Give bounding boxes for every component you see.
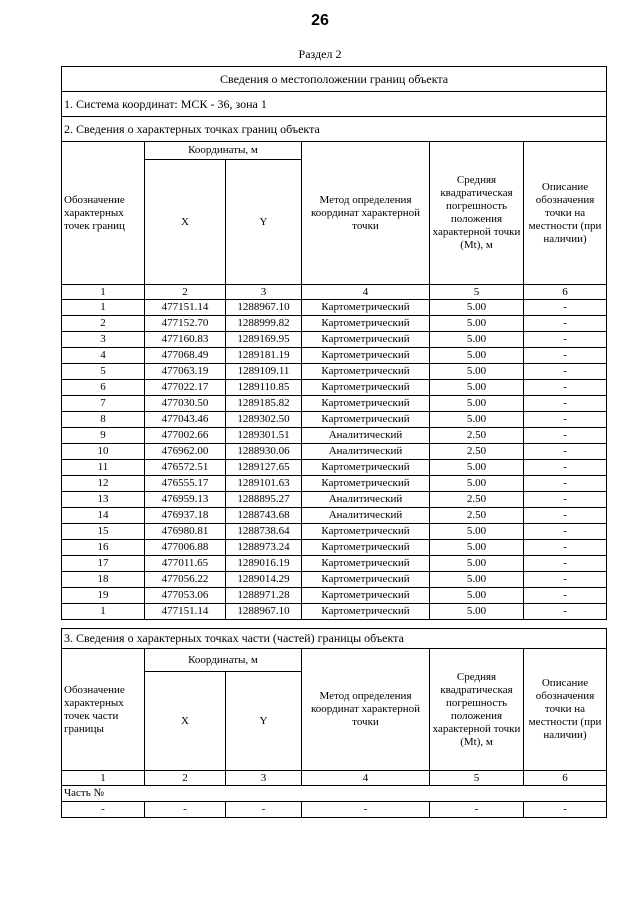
point-description: -	[524, 604, 607, 620]
point-number: 13	[62, 492, 145, 508]
point-error: 5.00	[430, 316, 524, 332]
header-y: Y	[226, 672, 302, 771]
point-x: 477011.65	[145, 556, 226, 572]
point-description: -	[524, 444, 607, 460]
point-method: Картометрический	[302, 364, 430, 380]
page-number: 26	[311, 12, 329, 29]
table-row	[62, 476, 607, 492]
section3-title: 3. Сведения о характерных точках части (частей) границы объекта	[62, 629, 607, 649]
point-description: -	[524, 396, 607, 412]
point-description: -	[524, 540, 607, 556]
column-number: 1	[62, 771, 145, 786]
column-number: 5	[430, 771, 524, 786]
point-x: 477160.83	[145, 332, 226, 348]
table-row	[62, 380, 607, 396]
point-error: 5.00	[430, 300, 524, 316]
point-number: 6	[62, 380, 145, 396]
point-method: Аналитический	[302, 508, 430, 524]
point-error: 2.50	[430, 508, 524, 524]
point-description: -	[524, 364, 607, 380]
point-description: -	[524, 492, 607, 508]
point-error: 5.00	[430, 572, 524, 588]
point-number: 3	[62, 332, 145, 348]
table-row	[62, 316, 607, 332]
point-description: -	[524, 556, 607, 572]
point-error: 2.50	[430, 428, 524, 444]
empty-cell: -	[62, 802, 145, 818]
point-y: 1289110.85	[226, 380, 302, 396]
point-x: 477152.70	[145, 316, 226, 332]
empty-cell: -	[524, 802, 607, 818]
point-x: 477002.66	[145, 428, 226, 444]
point-description: -	[524, 332, 607, 348]
point-error: 5.00	[430, 556, 524, 572]
point-error: 2.50	[430, 444, 524, 460]
point-method: Картометрический	[302, 460, 430, 476]
header-error: Средняя квадратическая погрешность положения характерной точки (Mt), м	[430, 142, 524, 285]
point-method: Картометрический	[302, 380, 430, 396]
point-number: 4	[62, 348, 145, 364]
point-description: -	[524, 572, 607, 588]
column-number: 2	[145, 285, 226, 300]
coordinate-system: 1. Система координат: МСК - 36, зона 1	[62, 92, 607, 117]
point-x: 476959.13	[145, 492, 226, 508]
column-number: 4	[302, 285, 430, 300]
point-y: 1289127.65	[226, 460, 302, 476]
point-y: 1289014.29	[226, 572, 302, 588]
header-method: Метод определения координат характерной точки	[302, 649, 430, 771]
column-number: 1	[62, 285, 145, 300]
column-number: 3	[226, 771, 302, 786]
header-coordinates: Координаты, м	[145, 649, 302, 672]
table-row	[62, 396, 607, 412]
table-row	[62, 524, 607, 540]
point-error: 5.00	[430, 396, 524, 412]
point-method: Картометрический	[302, 604, 430, 620]
column-number: 6	[524, 285, 607, 300]
point-number: 16	[62, 540, 145, 556]
part-label: Часть №	[62, 786, 607, 802]
table-row	[62, 300, 607, 316]
point-method: Картометрический	[302, 332, 430, 348]
table-row	[62, 492, 607, 508]
point-description: -	[524, 316, 607, 332]
point-x: 477053.06	[145, 588, 226, 604]
table-row	[62, 364, 607, 380]
point-method: Картометрический	[302, 588, 430, 604]
point-method: Картометрический	[302, 412, 430, 428]
point-number: 12	[62, 476, 145, 492]
point-description: -	[524, 428, 607, 444]
point-y: 1288743.68	[226, 508, 302, 524]
column-number: 4	[302, 771, 430, 786]
point-y: 1289016.19	[226, 556, 302, 572]
point-method: Картометрический	[302, 476, 430, 492]
empty-cell: -	[430, 802, 524, 818]
point-x: 477151.14	[145, 604, 226, 620]
header-coordinates: Координаты, м	[145, 142, 302, 160]
point-x: 476962.00	[145, 444, 226, 460]
point-x: 477151.14	[145, 300, 226, 316]
point-number: 10	[62, 444, 145, 460]
table-row	[62, 588, 607, 604]
point-description: -	[524, 508, 607, 524]
point-number: 15	[62, 524, 145, 540]
point-error: 2.50	[430, 492, 524, 508]
table-row	[62, 572, 607, 588]
empty-cell: -	[226, 802, 302, 818]
point-number: 7	[62, 396, 145, 412]
table-row	[62, 540, 607, 556]
header-designation: Обозначение характерных точек границ	[62, 142, 145, 285]
point-error: 5.00	[430, 524, 524, 540]
point-y: 1289169.95	[226, 332, 302, 348]
point-method: Аналитический	[302, 444, 430, 460]
section2-title: 2. Сведения о характерных точках границ объекта	[62, 117, 607, 142]
point-x: 476572.51	[145, 460, 226, 476]
point-y: 1288930.06	[226, 444, 302, 460]
header-description: Описание обозначения точки на местности (при наличии)	[524, 142, 607, 285]
table-row	[62, 460, 607, 476]
point-y: 1289302.50	[226, 412, 302, 428]
point-error: 5.00	[430, 540, 524, 556]
header-method: Метод определения координат характерной точки	[302, 142, 430, 285]
point-error: 5.00	[430, 412, 524, 428]
table-row	[62, 428, 607, 444]
table-row	[62, 604, 607, 620]
column-number: 5	[430, 285, 524, 300]
point-method: Картометрический	[302, 316, 430, 332]
point-number: 11	[62, 460, 145, 476]
header-error: Средняя квадратическая погрешность положения характерной точки (Mt), м	[430, 649, 524, 771]
section-label: Раздел 2	[298, 47, 342, 61]
point-x: 477043.46	[145, 412, 226, 428]
point-x: 477063.19	[145, 364, 226, 380]
column-number: 2	[145, 771, 226, 786]
point-description: -	[524, 348, 607, 364]
point-number: 2	[62, 316, 145, 332]
point-number: 18	[62, 572, 145, 588]
column-number: 3	[226, 285, 302, 300]
header-y: Y	[226, 160, 302, 285]
point-number: 17	[62, 556, 145, 572]
point-method: Аналитический	[302, 492, 430, 508]
point-number: 1	[62, 300, 145, 316]
point-y: 1289301.51	[226, 428, 302, 444]
point-description: -	[524, 588, 607, 604]
point-method: Картометрический	[302, 556, 430, 572]
empty-cell: -	[145, 802, 226, 818]
point-error: 5.00	[430, 476, 524, 492]
part-boundary-table	[61, 628, 607, 818]
point-number: 1	[62, 604, 145, 620]
point-method: Аналитический	[302, 428, 430, 444]
point-x: 476980.81	[145, 524, 226, 540]
point-error: 5.00	[430, 588, 524, 604]
table-row	[62, 556, 607, 572]
point-y: 1289181.19	[226, 348, 302, 364]
point-y: 1288973.24	[226, 540, 302, 556]
point-y: 1288738.64	[226, 524, 302, 540]
point-description: -	[524, 476, 607, 492]
point-description: -	[524, 412, 607, 428]
point-error: 5.00	[430, 348, 524, 364]
column-number: 6	[524, 771, 607, 786]
empty-cell: -	[302, 802, 430, 818]
point-number: 14	[62, 508, 145, 524]
point-method: Картометрический	[302, 572, 430, 588]
point-error: 5.00	[430, 604, 524, 620]
point-y: 1288895.27	[226, 492, 302, 508]
header-x: X	[145, 672, 226, 771]
header-x: X	[145, 160, 226, 285]
point-y: 1289185.82	[226, 396, 302, 412]
point-number: 5	[62, 364, 145, 380]
point-x: 477068.49	[145, 348, 226, 364]
point-x: 476937.18	[145, 508, 226, 524]
point-number: 8	[62, 412, 145, 428]
point-error: 5.00	[430, 460, 524, 476]
point-x: 477006.88	[145, 540, 226, 556]
point-error: 5.00	[430, 332, 524, 348]
point-description: -	[524, 380, 607, 396]
boundary-table	[61, 66, 607, 620]
point-x: 477022.17	[145, 380, 226, 396]
point-x: 477056.22	[145, 572, 226, 588]
point-method: Картометрический	[302, 540, 430, 556]
table-row	[62, 412, 607, 428]
point-error: 5.00	[430, 380, 524, 396]
point-description: -	[524, 300, 607, 316]
table-row	[62, 348, 607, 364]
point-error: 5.00	[430, 364, 524, 380]
table-row	[62, 332, 607, 348]
point-method: Картометрический	[302, 524, 430, 540]
point-y: 1288999.82	[226, 316, 302, 332]
point-method: Картометрический	[302, 396, 430, 412]
point-number: 19	[62, 588, 145, 604]
point-x: 477030.50	[145, 396, 226, 412]
point-number: 9	[62, 428, 145, 444]
point-description: -	[524, 524, 607, 540]
table-row	[62, 444, 607, 460]
header-description: Описание обозначения точки на местности (при наличии)	[524, 649, 607, 771]
point-x: 476555.17	[145, 476, 226, 492]
point-method: Картометрический	[302, 348, 430, 364]
point-y: 1288971.28	[226, 588, 302, 604]
point-y: 1289101.63	[226, 476, 302, 492]
point-y: 1288967.10	[226, 604, 302, 620]
point-y: 1289109.11	[226, 364, 302, 380]
table-title: Сведения о местоположении границ объекта	[62, 67, 607, 92]
header-designation-part: Обозначение характерных точек части границы	[62, 649, 145, 771]
point-method: Картометрический	[302, 300, 430, 316]
point-y: 1288967.10	[226, 300, 302, 316]
table-row	[62, 508, 607, 524]
point-description: -	[524, 460, 607, 476]
